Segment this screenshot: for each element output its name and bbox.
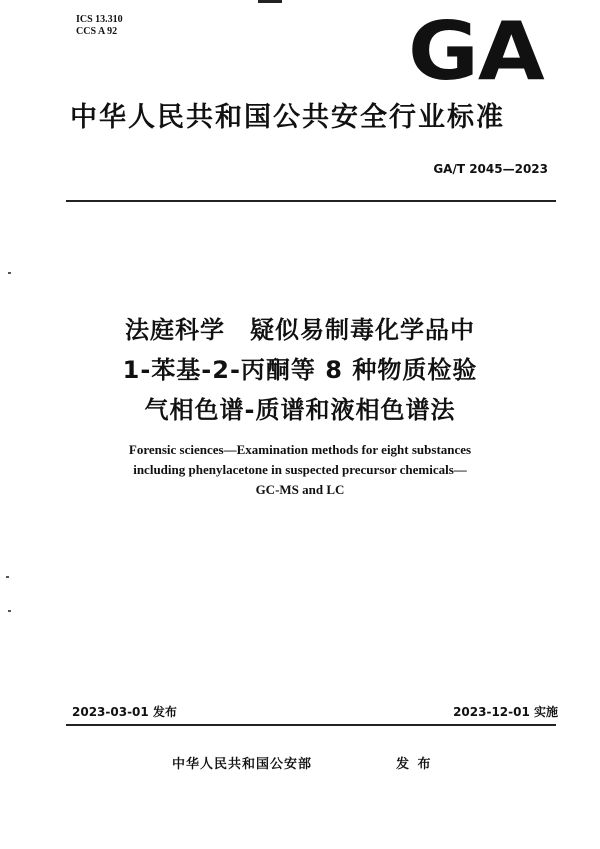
standard-number: GA/T 2045—2023: [433, 162, 548, 176]
classification-codes: [76, 14, 123, 38]
scan-speck: [8, 610, 11, 612]
english-title-line-3: GC-MS and LC: [255, 482, 345, 497]
chinese-title-line-3: 气相色谱-质谱和液相色谱法: [144, 396, 456, 424]
english-title-line-1: Forensic sciences—Examination methods for eight substances: [128, 442, 472, 457]
standard-category-title: 中华人民共和国公共安全行业标准: [70, 102, 505, 133]
issuing-authority: 中华人民共和国公安部: [172, 757, 313, 772]
header-divider: [66, 200, 556, 202]
english-title: [0, 440, 600, 500]
chinese-title-line-2: 1-苯基-2-丙酮等 8 种物质检验: [122, 356, 478, 384]
issue-action: 发 布: [396, 757, 433, 772]
ga-logo: GA: [408, 5, 544, 98]
chinese-title: [0, 310, 600, 430]
ics-code: ICS 13.310: [76, 14, 123, 25]
footer-divider: [66, 724, 556, 726]
scan-speck: [8, 272, 11, 274]
chinese-title-line-1: 法庭科学 疑似易制毒化学品中: [125, 316, 475, 344]
english-title-line-2: including phenylacetone in suspected precursor chemicals—: [133, 462, 467, 477]
scan-speck: [6, 576, 9, 578]
top-edge-mark: [258, 0, 282, 3]
implementation-date: 2023-12-01 实施: [453, 705, 558, 719]
issue-date: 2023-03-01 发布: [72, 705, 177, 719]
ccs-code: CCS A 92: [76, 26, 118, 37]
